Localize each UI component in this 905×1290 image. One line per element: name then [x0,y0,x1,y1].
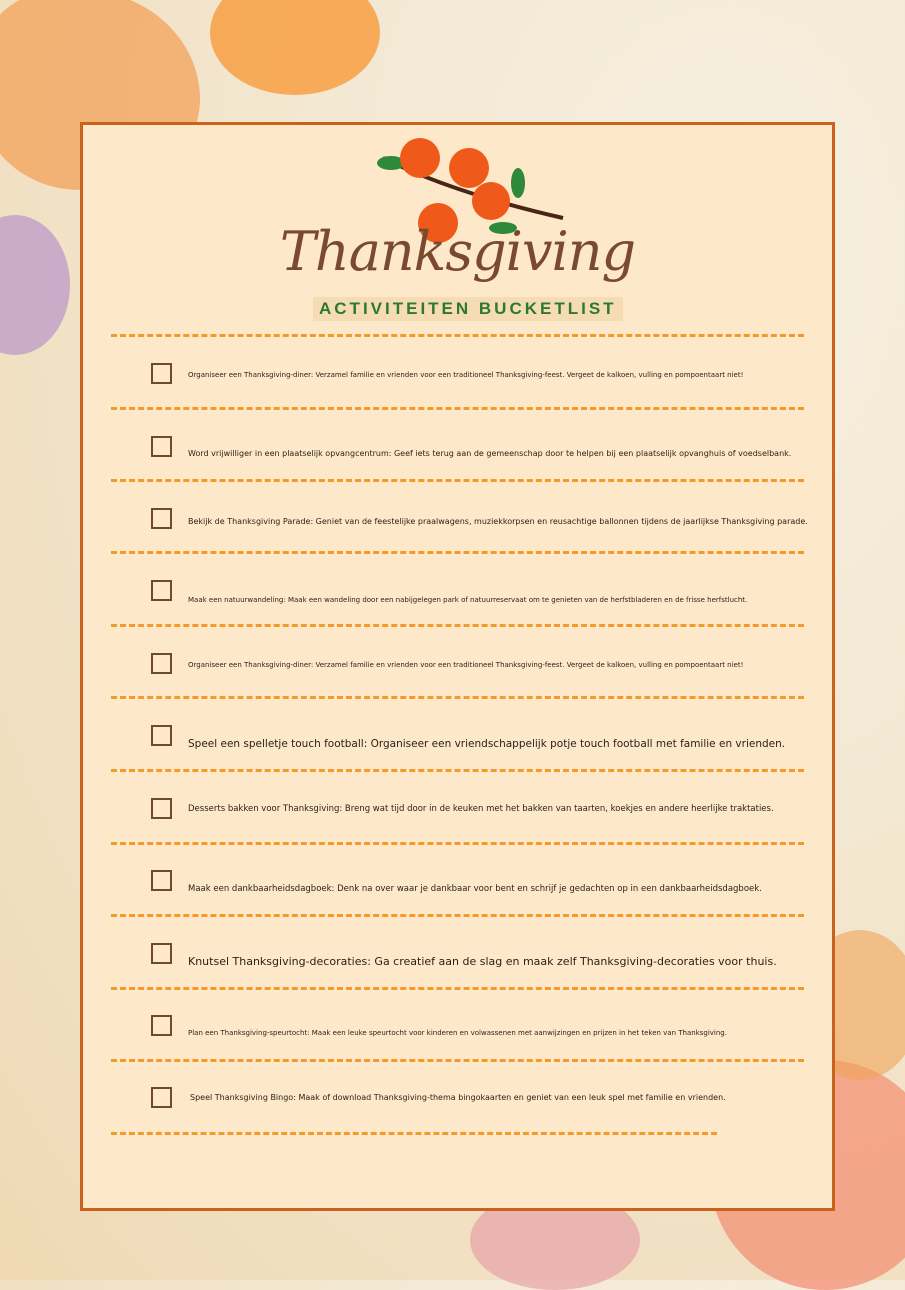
divider [111,551,804,554]
divider [111,1132,717,1135]
divider [111,479,804,482]
page-subtitle: ACTIVITEITEN BUCKETLIST [313,297,623,321]
checkbox[interactable] [151,943,172,964]
checkbox[interactable] [151,508,172,529]
divider [111,769,804,772]
divider [111,407,804,410]
checkbox[interactable] [151,580,172,601]
page-title: Thanksgiving [279,220,636,283]
divider [111,1059,804,1062]
divider [111,842,804,845]
divider [111,914,804,917]
item-text: Bekijk de Thanksgiving Parade: Geniet van de feestelijke praalwagens, muziekkorpsen en reusachtige ballonnen tijdens de jaarlijkse Thanksgiving parade. [188,517,808,526]
item-text: Speel Thanksgiving Bingo: Maak of download Thanksgiving-thema bingokaarten en geniet van een leuk spel met familie en vrienden. [190,1093,726,1102]
checkbox[interactable] [151,436,172,457]
item-text: Organiseer een Thanksgiving-diner: Verzamel familie en vrienden voor een traditioneel Thanksgiving-feest. Vergeet de kalkoen, vulling en pompoentaart niet! [188,661,744,669]
flower-decoration [0,215,70,355]
divider [111,987,804,990]
pumpkin-decoration [210,0,380,95]
divider [111,624,804,627]
checkbox[interactable] [151,725,172,746]
item-text: Desserts bakken voor Thanksgiving: Breng wat tijd door in de keuken met het bakken van taarten, koekjes en andere heerlijke traktaties. [188,804,774,814]
item-text: Knutsel Thanksgiving-decoraties: Ga creatief aan de slag en maak zelf Thanksgiving-decoraties voor thuis. [188,955,777,968]
item-text: Organiseer een Thanksgiving-diner: Verzamel familie en vrienden voor een traditioneel Thanksgiving-feest. Vergeet de kalkoen, vulling en pompoentaart niet! [188,371,744,379]
item-text: Speel een spelletje touch football: Organiseer een vriendschappelijk potje touch football met familie en vrienden. [188,738,786,750]
checkbox[interactable] [151,870,172,891]
item-text: Word vrijwilliger in een plaatselijk opvangcentrum: Geef iets terug aan de gemeenschap door te helpen bij een plaatselijk opvanghuis of voedselbank. [188,449,792,458]
checkbox[interactable] [151,653,172,674]
item-text: Maak een natuurwandeling: Maak een wandeling door een nabijgelegen park of natuurreservaat om te genieten van de herfstbladeren en de frisse herfstlucht. [188,596,748,604]
checkbox[interactable] [151,798,172,819]
checkbox[interactable] [151,1087,172,1108]
checkbox[interactable] [151,363,172,384]
checkbox[interactable] [151,1015,172,1036]
item-text: Plan een Thanksgiving-speurtocht: Maak een leuke speurtocht voor kinderen en volwassenen met aanwijzingen en prijzen in het teken van Thanksgiving. [188,1029,727,1037]
divider [111,334,804,337]
item-text: Maak een dankbaarheidsdagboek: Denk na over waar je dankbaar voor bent en schrijf je gedachten op in een dankbaarheidsdagboek. [188,884,762,894]
divider [111,696,804,699]
bucketlist-card [80,122,835,1211]
